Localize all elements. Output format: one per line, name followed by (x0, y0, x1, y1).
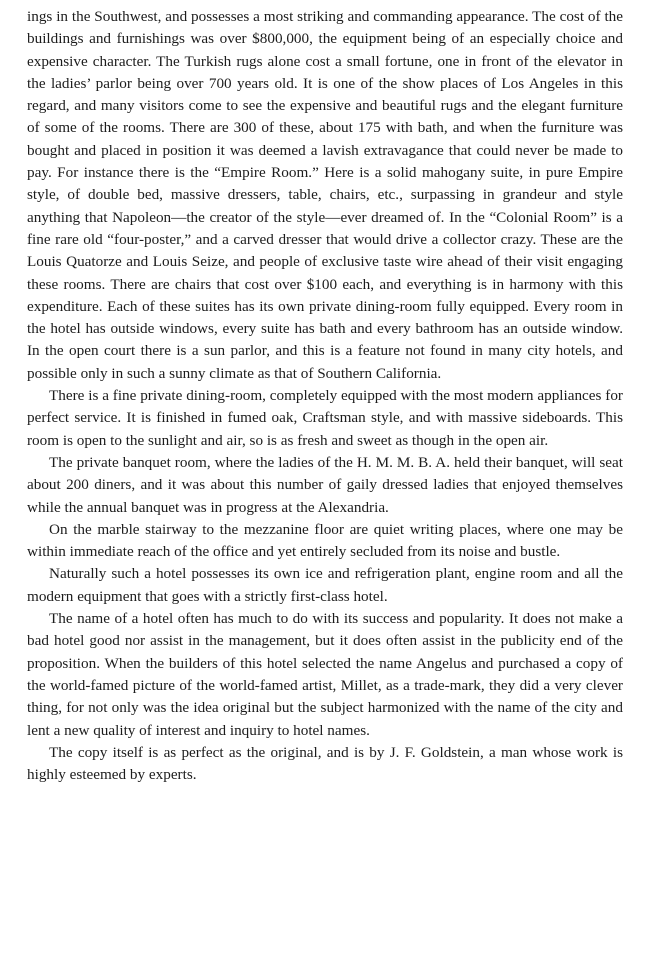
paragraph-hotel-description: ings in the Southwest, and possesses a most striking and commanding appearance. The cost of the buildings and furnishings was over $800,000, the equipment being of an especially choice and expensive character. The Turkish rugs alone cost a small fortune, one in front of the elevator in the ladies’ parlor being over 700 years old. It is one of the show places of Los Angeles in this regard, and many visitors come to see the expensive and beautiful rugs and the elegant furniture of some of the rooms. There are 300 of these, about 175 with bath, and when the furniture was bought and placed in position it was deemed a lavish extravagance that could never be made to pay. For instance there is the “Empire Room.” Here is a solid mahogany suite, in pure Empire style, of double bed, massive dressers, table, chairs, etc., surpassing in grandeur and style anything that Napoleon—the creator of the style—ever dreamed of. In the “Colonial Room” is a fine rare old “four-poster,” and a carved dresser that would drive a collector crazy. These are the Louis Quatorze and Louis Seize, and people of exclusive taste wire ahead of their visit engaging these rooms. There are chairs that cost over $100 each, and everything is in harmony with this expenditure. Each of these suites has its own private dining-room fully equipped. Every room in the hotel has outside windows, every suite has bath and every bathroom has an outside window. In the open court there is a sun parlor, and this is a feature not found in many city hotels, and possible only in such a sunny climate as that of Southern California. (27, 8, 623, 382)
document-page (27, 6, 623, 786)
paragraph-copy-goldstein: The copy itself is as perfect as the original, and is by J. F. Goldstein, a man whose work is highly esteemed by experts. (27, 743, 623, 784)
paragraph-hotel-name: The name of a hotel often has much to do with its success and popularity. It does not make a bad hotel good nor assist in the management, but it does often assist in the publicity end of the proposition. When the builders of this hotel selected the name Angelus and purchased a copy of the world-famed picture of the world-famed artist, Millet, as a trade-mark, they did a very clever thing, for not only was the idea original but the subject harmonized with the name of the city and lent a new quality of interest and inquiry to hotel names. (27, 610, 623, 739)
paragraph-banquet-room: The private banquet room, where the ladies of the H. M. M. B. A. held their banquet, will seat about 200 diners, and it was about this number of gaily dressed ladies that enjoyed themselves while the annual banquet was in progress at the Alexandria. (27, 453, 623, 516)
paragraph-private-dining-room: There is a fine private dining-room, completely equipped with the most modern appliances for perfect service. It is finished in fumed oak, Craftsman style, and with massive sideboards. This room is open to the sunlight and air, so is as fresh and sweet as though in the open air. (27, 387, 623, 449)
paragraph-mezzanine: On the marble stairway to the mezzanine floor are quiet writing places, where one may be within immediate reach of the office and yet entirely secluded from its noise and bustle. (27, 520, 623, 561)
paragraph-refrigeration-plant: Naturally such a hotel possesses its own ice and refrigeration plant, engine room and all the modern equipment that goes with a strictly first-class hotel. (27, 565, 623, 605)
